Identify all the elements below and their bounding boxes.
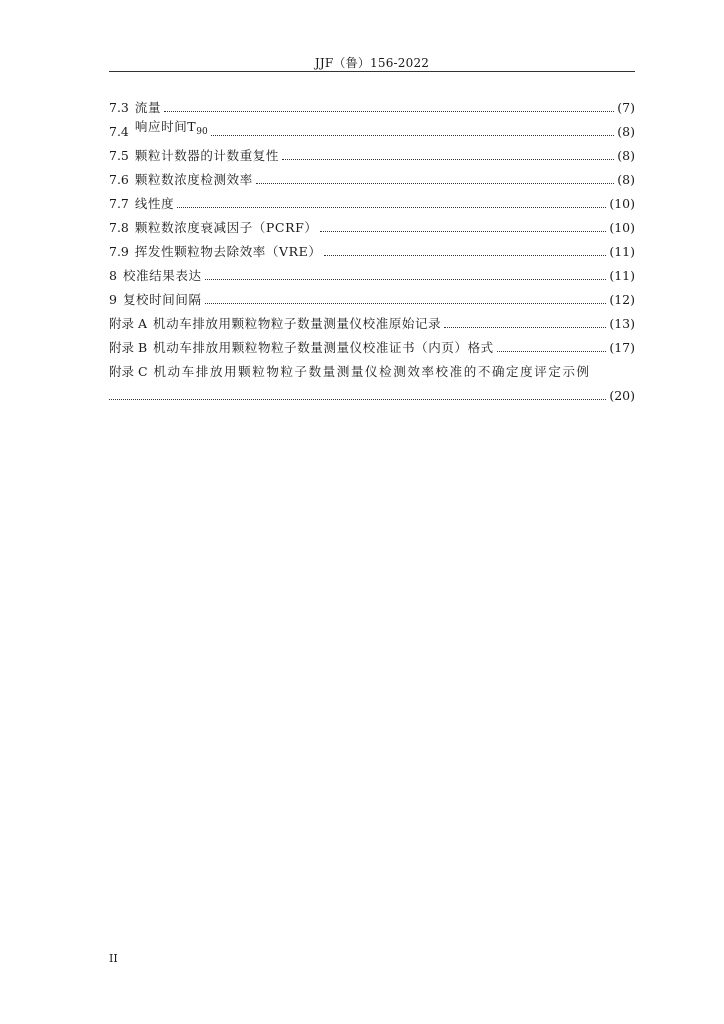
toc-entry-number: 8	[109, 268, 117, 283]
toc-entry-7-7[interactable]	[109, 188, 635, 212]
toc-entry-7-4[interactable]	[109, 116, 635, 140]
toc-entry-title: 机动车排放用颗粒物粒子数量测量仪校准原始记录	[153, 316, 442, 331]
toc-entry-page: (20)	[609, 388, 635, 403]
dot-leader	[211, 135, 615, 136]
toc-entry-title: 流量	[134, 100, 162, 115]
toc-entry-page: (11)	[609, 268, 635, 283]
toc-entry-7-9[interactable]	[109, 236, 635, 260]
toc-entry-page: (8)	[617, 172, 635, 187]
toc-entry-number: 附录 C	[109, 364, 148, 379]
toc-entry-number: 7.4	[109, 124, 129, 139]
toc-entry-title-text: 响应时间T	[134, 119, 197, 134]
toc-entry-number: 7.6	[109, 172, 129, 187]
running-header: JJF（鲁）156-2022	[314, 56, 430, 70]
toc-entry-number: 附录 A	[109, 316, 148, 331]
dot-leader	[205, 279, 607, 280]
toc-entry-page: (17)	[609, 340, 635, 355]
dot-leader	[164, 111, 614, 112]
dot-leader	[177, 207, 606, 208]
toc-entry-title: 线性度	[134, 196, 175, 211]
toc-entry-8[interactable]	[109, 260, 635, 284]
toc-entry-number: 7.8	[109, 220, 129, 235]
toc-entry-title: 机动车排放用颗粒物粒子数量测量仪检测效率校准的不确定度评定示例	[153, 364, 591, 379]
dot-leader	[256, 183, 614, 184]
toc-entry-appendix-c-continuation[interactable]	[109, 380, 635, 404]
toc-entry-title: 复校时间间隔	[122, 292, 202, 307]
toc-entry-7-5[interactable]	[109, 140, 635, 164]
dot-leader	[109, 399, 606, 400]
dot-leader	[320, 231, 606, 232]
toc-entry-title: 颗粒数浓度衰减因子（PCRF）	[134, 220, 318, 235]
toc-entry-number: 附录 B	[109, 340, 148, 355]
toc-entry-7-6[interactable]	[109, 164, 635, 188]
toc-entry-appendix-c[interactable]	[109, 356, 635, 380]
dot-leader	[497, 351, 607, 352]
toc-entry-7-8[interactable]	[109, 212, 635, 236]
toc-entry-number: 7.7	[109, 196, 129, 211]
toc-entry-subscript: 90	[196, 127, 208, 137]
toc-entry-title: 颗粒数浓度检测效率	[134, 172, 253, 187]
dot-leader	[205, 303, 607, 304]
toc-entry-title	[135, 120, 208, 139]
toc-entry-page: (10)	[609, 220, 635, 235]
toc-entry-page: (12)	[609, 292, 635, 307]
toc-entry-title: 校准结果表达	[122, 268, 202, 283]
toc-entry-page: (8)	[617, 124, 635, 139]
table-of-contents	[109, 92, 635, 404]
toc-entry-number: 7.5	[109, 148, 129, 163]
toc-entry-number: 7.3	[109, 100, 129, 115]
toc-entry-appendix-a[interactable]	[109, 308, 635, 332]
toc-entry-number: 7.9	[109, 244, 129, 259]
dot-leader	[324, 255, 606, 256]
page-folio: II	[109, 952, 118, 965]
toc-entry-title: 挥发性颗粒物去除效率（VRE）	[134, 244, 322, 259]
toc-entry-9[interactable]	[109, 284, 635, 308]
dot-leader	[282, 159, 614, 160]
dot-leader	[444, 327, 606, 328]
toc-entry-number: 9	[109, 292, 117, 307]
toc-entry-page: (10)	[609, 196, 635, 211]
toc-entry-title: 机动车排放用颗粒物粒子数量测量仪校准证书（内页）格式	[153, 340, 494, 355]
toc-entry-page: (13)	[609, 316, 635, 331]
toc-entry-page: (8)	[617, 148, 635, 163]
toc-entry-page: (7)	[617, 100, 635, 115]
toc-entry-title: 颗粒计数器的计数重复性	[134, 148, 279, 163]
toc-entry-appendix-b[interactable]	[109, 332, 635, 356]
toc-entry-7-3[interactable]	[109, 92, 635, 116]
toc-entry-page: (11)	[609, 244, 635, 259]
header-rule	[109, 71, 635, 72]
